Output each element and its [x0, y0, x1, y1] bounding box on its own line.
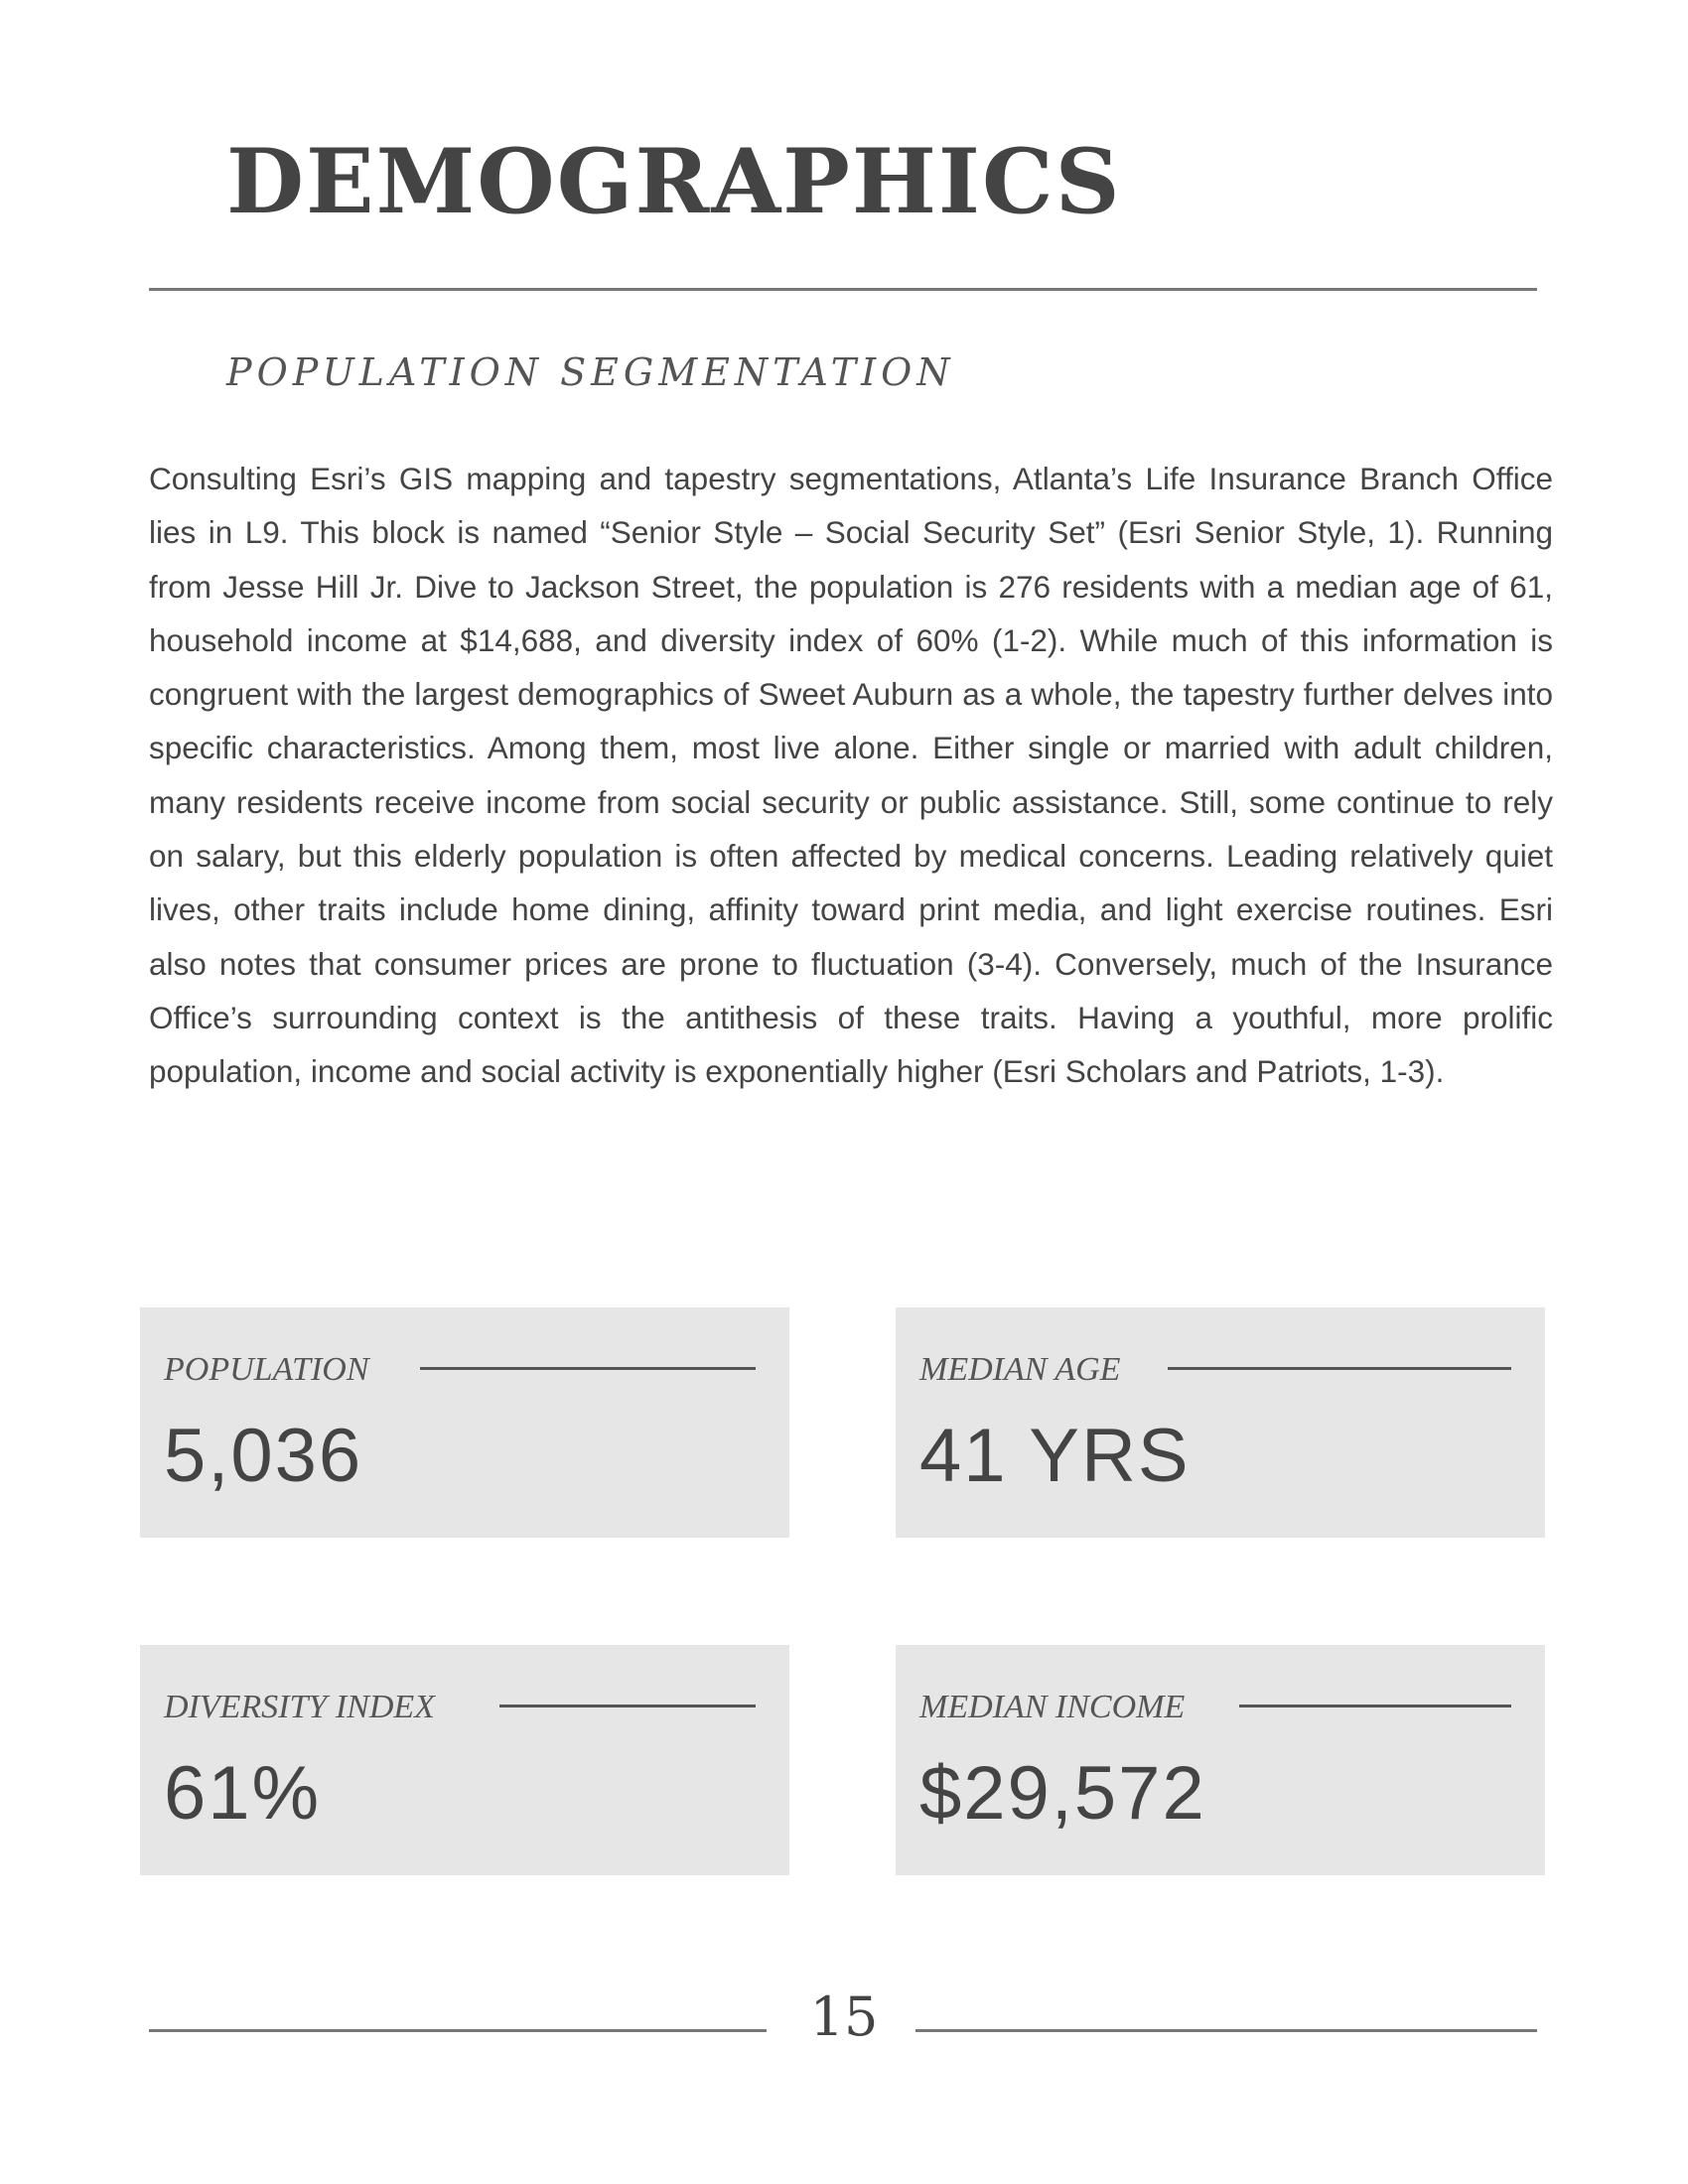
stat-label-rule [420, 1367, 756, 1370]
page-number: 15 [809, 1985, 879, 2048]
stat-value: 5,036 [164, 1414, 363, 1498]
title-divider [149, 288, 1537, 291]
stat-label-rule [1239, 1705, 1511, 1707]
stat-label: POPULATION [164, 1351, 369, 1388]
stat-label: MEDIAN INCOME [919, 1689, 1186, 1725]
footer-rule-right [915, 2029, 1537, 2032]
footer-rule-left [149, 2029, 767, 2032]
stat-label: MEDIAN AGE [919, 1351, 1121, 1388]
stat-card-population [140, 1307, 789, 1538]
stat-value: 61% [164, 1751, 322, 1836]
section-subtitle: POPULATION SEGMENTATION [226, 350, 955, 394]
stat-label-rule [1168, 1367, 1511, 1370]
stat-value: 41 YRS [919, 1414, 1191, 1498]
page-title: DEMOGRAPHICS [226, 129, 1122, 234]
stat-card-median-age [896, 1307, 1545, 1538]
body-paragraph: Consulting Esri’s GIS mapping and tapestry segmentations, Atlanta’s Life Insurance Branch Office lies in L9. This block is named “Senior Style – Social Security Set” (Esri Senior Style, 1). Running from Jesse Hill Jr. Dive to Jackson Street, the population is 276 residents with a median age of 61, household income at $14,688, and diversity index of 60% (1-2). While much of this information is congruent with the largest demographics of Sweet Auburn as a whole, the tapestry further delves into specific characteristics. Among them, most live alone. Either single or married with adult children, many residents receive income from social security or public assistance. Still, some continue to rely on salary, but this elderly population is often affected by medical concerns. Leading relatively quiet lives, other traits include home dining, affinity toward print media, and light exercise routines. Esri also notes that consumer prices are prone to fluctuation (3-4). Conversely, much of the Insurance Office’s surrounding context is the antithesis of these traits. Having a youthful, more prolific population, income and social activity is exponentially higher (Esri Scholars and Patriots, 1-3). [149, 461, 1553, 1090]
stat-card-median-income [896, 1645, 1545, 1875]
stat-value: $29,572 [919, 1751, 1206, 1836]
stat-label: DIVERSITY INDEX [164, 1689, 435, 1725]
stat-label-rule [499, 1705, 756, 1707]
stat-card-diversity-index [140, 1645, 789, 1875]
